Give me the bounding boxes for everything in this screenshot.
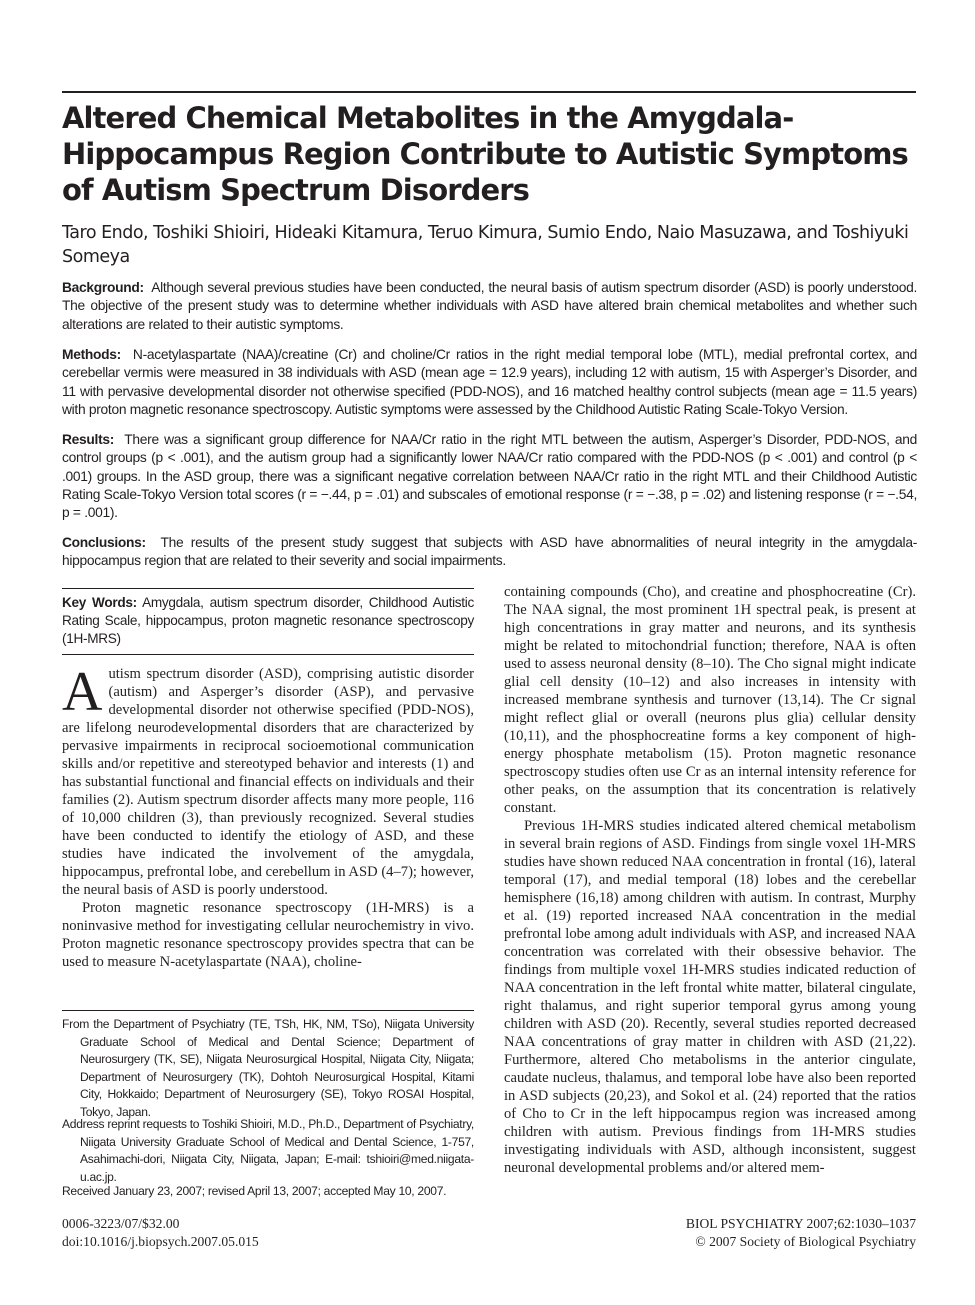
footnote-affiliation — [62, 1016, 474, 1122]
correspondence-text: Address reprint requests to Toshiki Shioiri, M.D., Ph.D., Department of Psychiatry, Niigata University Graduate School of Medical and Dental Science, 1-757, Asahimachi-dori, Niigata City, Niigata, Japan; E-mail: tshioiri@med.niigata-u.ac.jp. — [62, 1117, 474, 1184]
doi: doi:10.1016/j.biopsych.2007.05.015 — [62, 1234, 259, 1249]
author-list: Taro Endo, Toshiki Shioiri, Hideaki Kitamura, Teruo Kimura, Sumio Endo, Naio Masuzawa, and Toshiyuki Someya — [62, 223, 909, 267]
journal-citation: BIOL PSYCHIATRY 2007;62:1030–1037 — [685, 1216, 916, 1231]
footer-left — [62, 1215, 259, 1251]
footnote-received — [62, 1183, 474, 1201]
top-rule — [62, 91, 916, 93]
conclusions-text: The results of the present study suggest that subjects with ASD have abnormalities of neural integrity in the amygdala-hippocampus region that are related to their severity and social impairments. — [62, 535, 917, 569]
keywords-label: Key Words: — [62, 595, 137, 610]
copyright: © 2007 Society of Biological Psychiatry — [695, 1234, 916, 1249]
background-text: Although several previous studies have been conducted, the neural basis of autism spectrum disorder (ASD) is poorly understood. The objective of the present study was to determine whether individuals with ASD have altered brain chemical metabolites and whether such alterations are related to their autistic symptoms. — [62, 280, 918, 332]
abstract-results — [62, 431, 917, 522]
methods-label: Methods: — [62, 347, 121, 362]
intro-paragraph-3: containing compounds (Cho), and creatine and phosphocreatine (Cr). The NAA signal, the most prominent 1H spectral peak, is present at high concentrations in gray matter and neurons, and its synthesis might be related to mitochondrial function; therefore, NAA is often used to assess neuronal density (8–10). The Cho signal might indicate glial cell density (10–12) and also increases in intensity with increased membrane synthesis and turnover (13,14). The Cr signal might reflect glial or overall (neurons plus glia) cellular density (10,11), and the phosphocreatine forms a key component of high-energy phosphate metabolism (15). Proton magnetic resonance spectroscopy studies often use Cr as an internal intensity reference for other peaks, on the assumption that its concentration is relatively constant. — [504, 584, 916, 816]
keywords-text: Amygdala, autism spectrum disorder, Childhood Autistic Rating Scale, hippocampus, proton magnetic resonance spectroscopy (1H-MRS) — [62, 595, 474, 646]
conclusions-label: Conclusions: — [62, 535, 146, 550]
background-label: Background: — [62, 280, 144, 295]
abstract-conclusions — [62, 534, 917, 571]
article-title: Altered Chemical Metabolites in the Amygdala-Hippocampus Region Contribute to Autistic Symptoms of Autism Spectrum Disorders — [62, 101, 908, 207]
received-text: Received January 23, 2007; revised April 13, 2007; accepted May 10, 2007. — [62, 1184, 447, 1198]
results-label: Results: — [62, 432, 115, 447]
keywords-box — [62, 594, 474, 648]
keywords-top-rule — [62, 588, 474, 589]
footnote-rule — [62, 1010, 474, 1011]
left-column-body — [62, 661, 474, 971]
methods-text: N-acetylaspartate (NAA)/creatine (Cr) and choline/Cr ratios in the right medial temporal lobe (MTL), medial prefrontal cortex, and cerebellar vermis were measured in 38 individuals with ASD (mean age = 12.9 years), including 12 with autism, 15 with Asperger’s Disorder, and 11 with pervasive developmental disorder not otherwise specified (PDD-NOS), and 16 matched healthy control subjects (mean age = 11.5 years) with proton magnetic resonance spectroscopy. Autistic symptoms were assessed by the Childhood Autistic Rating Scale-Tokyo Version. — [62, 347, 917, 417]
affiliation-text: From the Department of Psychiatry (TE, TSh, HK, NM, TSo), Niigata University Graduate School of Medical and Dental Science; Department of Neurosurgery (TK, SE), Niigata Neurosurgical Hospital, Niigata City, Niigata; Department of Neurosurgery (TK), Dohtoh Neurosurgical Hospital, Kitami City, Hokkaido; Department of Neurosurgery (SE), Tokyo ROSAI Hospital, Tokyo, Japan. — [62, 1017, 474, 1119]
intro-paragraph-4: Previous 1H-MRS studies indicated altered chemical metabolism in several brain regions of ASD. Findings from single voxel 1H-MRS studies have shown reduced NAA concentration in frontal (16), lateral temporal (17), and medial temporal (18) lobes and the cerebellar hemisphere (16,18) among children with autism. In contrast, Murphy et al. (19) reported increased NAA concentration in the medial prefrontal lobe among adult individuals with ASP, and increased NAA concentration was correlated with their obsessive behavior. The findings from multiple voxel 1H-MRS studies indicated reduction of NAA concentration in the left frontal white matter, bilateral cingulate, right thalamus, and right superior temporal gyrus among young children with ASD (20). Recently, several studies reported decreased NAA concentrations of gray matter in children with ASD (21,22). Furthermore, altered Cho metabolisms in the anterior cingulate, caudate nucleus, thalamus, and temporal lobe have also been reported in ASD subjects (20,23), and Sokol et al. (24) reported that the ratios of Cho to Cr in the left hippocampus region was increased among children with autism. Previous findings from 1H-MRS studies investigating individuals with ASD, although inconsistent, suggest neuronal developmental problems and/or altered mem- — [504, 818, 916, 1176]
abstract-methods — [62, 346, 917, 419]
intro-paragraph-1-text: utism spectrum disorder (ASD), comprising autistic disorder (autism) and Asperger’s disorder (ASP), and pervasive developmental disorder not otherwise specified (PDD-NOS), are lifelong neurodevelopmental disorders that are characterized by pervasive impairments in reciprocal socioemotional communication skills and/or repetitive and stereotyped behavior and interests (1) and has substantial functional and financial effects on individuals and their families (2). Autism spectrum disorder affects many more people, 116 of 10,000 children (3), than previously recognized. Several studies have been conducted to identify the etiology of ASD, and these studies have indicated the involvement of the amygdala, hippocampus, prefrontal lobe, and cerebellum in ASD (4–7); however, the neural basis of ASD is poorly understood. — [62, 666, 474, 898]
footer-right — [686, 1215, 916, 1251]
abstract-background — [62, 279, 917, 334]
results-text: There was a significant group difference for NAA/Cr ratio in the right MTL between the autism, Asperger’s Disorder, PDD-NOS, and control groups (p < .001), and the autism group had a significantly lower NAA/Cr ratio compared with the PDD-NOS (p < .001) and control (p < .001) groups. In the ASD group, there was a significant negative correlation between NAA/Cr ratio in the right MTL and their Childhood Autistic Rating Scale-Tokyo Version total scores (r = −.44, p = .01) and subscales of emotional response (r = −.38, p = .02) and listening response (r = −.54, p = .001). — [62, 432, 917, 521]
right-column-body — [504, 583, 916, 1177]
intro-paragraph-2: Proton magnetic resonance spectroscopy (1H-MRS) is a noninvasive method for investigating cellular neurochemistry in vivo. Proton magnetic resonance spectroscopy provides spectra that can be used to measure N-acetylaspartate (NAA), choline- — [62, 900, 474, 970]
intro-paragraph-1 — [62, 661, 474, 899]
keywords-bottom-rule — [62, 654, 474, 655]
issn-price: 0006-3223/07/$32.00 — [62, 1216, 180, 1231]
drop-cap: A — [62, 661, 103, 723]
footnote-correspondence — [62, 1116, 474, 1186]
